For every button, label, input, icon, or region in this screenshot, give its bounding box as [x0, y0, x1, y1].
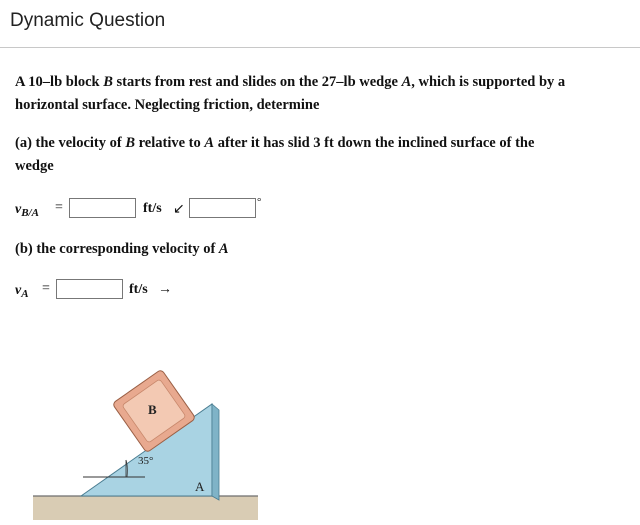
title-divider — [0, 47, 640, 48]
part-b-answer-row — [15, 279, 215, 301]
part-a-prompt — [15, 132, 534, 178]
vba-equals: = — [55, 200, 63, 215]
vba-angle-input[interactable] — [189, 198, 256, 218]
problem-line-1: A 10–lb block B starts from rest and slides on the 27–lb wedge A, which is supported by a — [15, 74, 566, 90]
part-b-prompt — [15, 238, 229, 261]
page-title: Dynamic Question — [10, 10, 166, 31]
wedge-block-figure — [0, 360, 300, 525]
problem-line-2: horizontal surface. Neglecting friction, determine — [15, 97, 320, 113]
part-a-answer-row — [15, 198, 315, 220]
vba-magnitude-input[interactable] — [69, 198, 136, 218]
wedge-side-face — [212, 404, 219, 500]
va-label: $v_A$ — [15, 283, 29, 300]
down-left-arrow-icon: ↙ — [173, 202, 185, 217]
part-b-line: (b) the corresponding velocity of A — [15, 241, 229, 257]
va-equals: = — [42, 281, 50, 296]
ground-surface — [33, 496, 258, 520]
part-a-line-1: (a) the velocity of B relative to A after it has slid 3 ft down the inclined surface of the — [15, 135, 535, 151]
va-magnitude-input[interactable] — [56, 279, 123, 299]
wedge-label-a: A — [195, 479, 205, 494]
problem-statement — [15, 71, 565, 117]
va-unit: ft/s — [129, 282, 148, 297]
right-arrow-icon: → — [158, 282, 172, 297]
block-label-b: B — [148, 402, 157, 417]
angle-label: 35° — [138, 455, 154, 467]
part-a-line-2: wedge — [15, 158, 54, 174]
degree-symbol: ° — [257, 196, 262, 208]
vba-label: $v_{B/A}$ — [15, 202, 39, 219]
vba-unit: ft/s — [143, 201, 162, 216]
